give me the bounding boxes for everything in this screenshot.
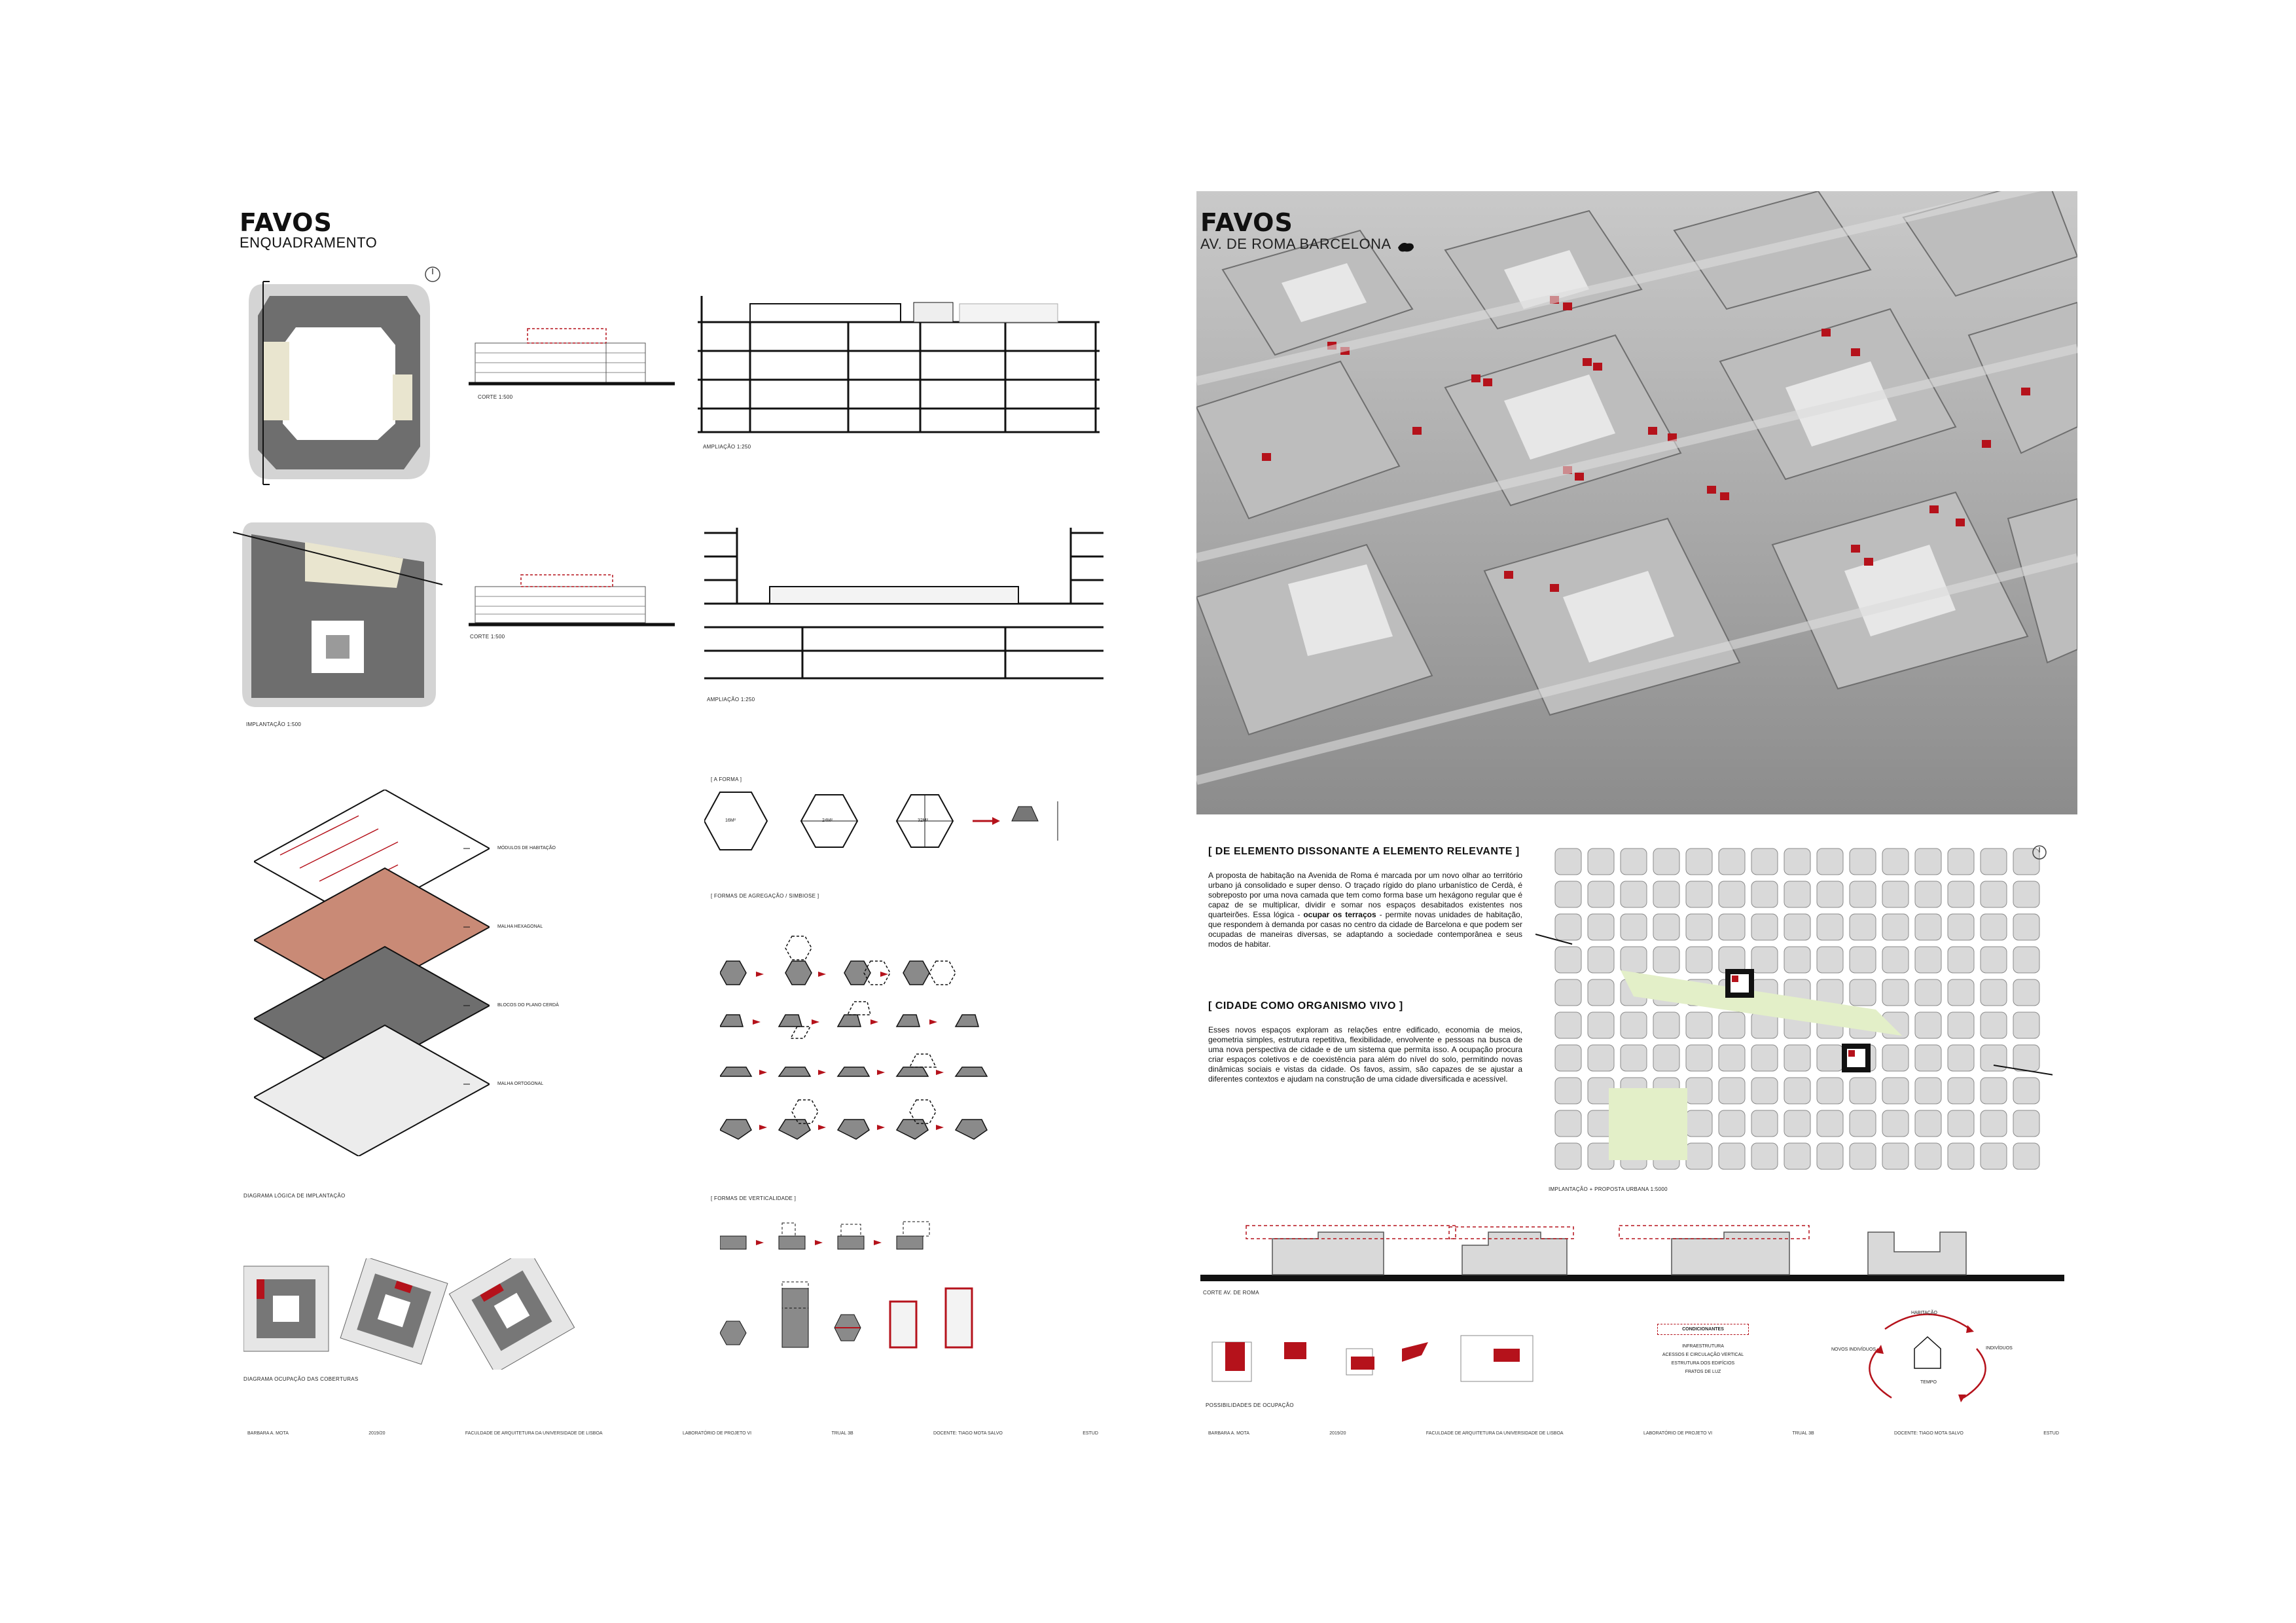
aggregation-diagrams: [720, 917, 1028, 1178]
diagrama-logica-caption: DIAGRAMA LÓGICA DE IMPLANTAÇÃO: [243, 1193, 346, 1199]
city-block: [1882, 1110, 1909, 1137]
cycle-diagram: [1846, 1303, 2009, 1414]
city-block: [1915, 1012, 1941, 1038]
layer-label-3: BLOCOS DO PLANO CERDÀ: [497, 1003, 559, 1008]
city-block: [1817, 1045, 1843, 1071]
city-block: [2013, 1012, 2039, 1038]
left-footer: [247, 1431, 1098, 1436]
city-block: [1817, 947, 1843, 973]
city-block: [1915, 1110, 1941, 1137]
footer-faculty-right: FACULDADE DE ARQUITETURA DA UNIVERSIDADE DE LISBOA: [1426, 1431, 1564, 1436]
ampliacao-1-caption: AMPLIAÇÃO 1:250: [703, 444, 751, 450]
enlarged-section-1: [698, 296, 1100, 435]
condicionante-1: INFRAESTRUTURA: [1682, 1344, 1724, 1349]
city-block: [1751, 1045, 1778, 1071]
section-2: [462, 567, 678, 632]
footer-author: BARBARA A. MOTA: [247, 1431, 289, 1436]
city-block: [1981, 1078, 2007, 1104]
city-block: [1686, 881, 1712, 907]
city-block: [1686, 1143, 1712, 1169]
cycle-right: INDIVÍDUOS: [1986, 1346, 2013, 1351]
hex-label-1: 16M²: [725, 818, 736, 823]
cycle-left: NOVOS INDIVÍDUOS: [1831, 1347, 1876, 1352]
city-block: [1588, 1045, 1614, 1071]
urban-plan-map: [1535, 839, 2053, 1180]
city-block: [1948, 881, 1974, 907]
condicionantes-box: [1657, 1324, 1749, 1374]
floor-plan-2: [233, 522, 445, 709]
enlarged-section-2: [704, 528, 1103, 686]
city-block: [1817, 1078, 1843, 1104]
city-block: [1621, 1012, 1647, 1038]
city-block: [1555, 947, 1581, 973]
section-verticalidade: [ FORMAS DE VERTICALIDADE ]: [711, 1195, 797, 1201]
right-title: FAVOS: [1200, 208, 1293, 237]
city-block: [1948, 1012, 1974, 1038]
city-block: [2013, 848, 2039, 875]
city-block: [1850, 881, 1876, 907]
occupation-possibilities: [1206, 1322, 1572, 1401]
city-block: [1981, 848, 2007, 875]
city-block: [1948, 979, 1974, 1006]
city-block: [1850, 914, 1876, 940]
city-block: [1948, 914, 1974, 940]
city-block: [1719, 1110, 1745, 1137]
city-block: [1817, 914, 1843, 940]
city-block: [1784, 1143, 1810, 1169]
city-block: [1981, 1143, 2007, 1169]
city-block: [1948, 1078, 1974, 1104]
city-block: [1850, 1143, 1876, 1169]
city-block: [1588, 947, 1614, 973]
city-block: [1948, 848, 1974, 875]
city-block: [1751, 848, 1778, 875]
section-1-heading: [ DE ELEMENTO DISSONANTE A ELEMENTO RELEVANTE ]: [1208, 846, 1520, 857]
footer-docente-right: DOCENTE: TIAGO MOTA SALVO: [1894, 1431, 1964, 1436]
city-block: [1784, 1110, 1810, 1137]
cycle-top: HABITAÇÃO: [1911, 1311, 1937, 1315]
layer-label-4: MALHA ORTOGONAL: [497, 1082, 544, 1086]
city-block: [1751, 947, 1778, 973]
street-caption: CORTE AV. DE ROMA: [1203, 1290, 1259, 1296]
city-block: [1784, 1078, 1810, 1104]
footer-extra: ESTUD: [1083, 1431, 1098, 1436]
city-block: [1915, 1078, 1941, 1104]
city-block: [1621, 1045, 1647, 1071]
city-block: [1981, 947, 2007, 973]
corte-2-caption: CORTE 1:500: [470, 634, 505, 640]
city-block: [1588, 1012, 1614, 1038]
right-subtitle: AV. DE ROMA BARCELONA: [1200, 236, 1391, 252]
exploded-layers-diagram: [254, 790, 490, 1156]
city-block: [1882, 848, 1909, 875]
city-block: [1555, 979, 1581, 1006]
city-block: [1686, 914, 1712, 940]
section-1-text: [1208, 871, 1522, 949]
city-block: [1850, 1110, 1876, 1137]
left-subtitle: ENQUADRAMENTO: [240, 234, 378, 251]
city-block: [1621, 848, 1647, 875]
city-block: [2013, 1045, 2039, 1071]
city-block: [1751, 1110, 1778, 1137]
floor-plan-1: [243, 276, 433, 486]
section-forma: [ A FORMA ]: [711, 776, 742, 782]
city-block: [1882, 979, 1909, 1006]
city-block: [1850, 947, 1876, 973]
city-block: [1588, 881, 1614, 907]
city-block: [1555, 914, 1581, 940]
city-block: [1882, 947, 1909, 973]
implantacao-caption: IMPLANTAÇÃO 1:500: [246, 721, 302, 727]
section-2-heading: [ CIDADE COMO ORGANISMO VIVO ]: [1208, 1000, 1403, 1012]
city-block: [1981, 1012, 2007, 1038]
city-block: [1915, 947, 1941, 973]
city-block: [1784, 1045, 1810, 1071]
footer-class-right: TRUAL 3B: [1792, 1431, 1814, 1436]
city-block: [1719, 1143, 1745, 1169]
city-block: [1948, 1045, 1974, 1071]
hexagon-forms: [704, 788, 1110, 858]
footer-docente: DOCENTE: TIAGO MOTA SALVO: [933, 1431, 1003, 1436]
city-block: [1653, 881, 1679, 907]
aerial-photo: [1196, 191, 2077, 814]
city-block: [1719, 1078, 1745, 1104]
city-block: [1784, 914, 1810, 940]
city-block: [1948, 1143, 1974, 1169]
cycle-bottom: TEMPO: [1920, 1380, 1937, 1385]
city-block: [1555, 1045, 1581, 1071]
city-block: [1719, 1045, 1745, 1071]
city-block: [1948, 947, 1974, 973]
section-1-text-a: A proposta de habitação na Avenida de Roma é marcada por um novo olhar ao território urbano já consolidado e super denso. O traçado rígido do plano urbanístico de Cerdà, é sobreposto por uma nova camada que tem como forma base um hexágono regular que é capaz de se multiplicar, dividir e somar nos espaços desabitados existentes nos quarteirões. Essa lógica -: [1208, 871, 1522, 919]
city-block: [1555, 848, 1581, 875]
city-block: [1686, 1045, 1712, 1071]
city-block: [1653, 1012, 1679, 1038]
city-block: [1981, 979, 2007, 1006]
city-block: [2013, 881, 2039, 907]
right-footer: [1208, 1431, 2059, 1436]
city-block: [1555, 1078, 1581, 1104]
section-1: [462, 323, 678, 389]
diagrama-ocupacao-caption: DIAGRAMA OCUPAÇÃO DAS COBERTURAS: [243, 1376, 359, 1382]
city-block: [1588, 979, 1614, 1006]
city-block: [1915, 914, 1941, 940]
city-block: [2013, 1078, 2039, 1104]
city-block: [1555, 881, 1581, 907]
city-block: [1686, 1012, 1712, 1038]
left-title: FAVOS: [240, 208, 332, 237]
condicionantes-title: CONDICIONANTES: [1657, 1324, 1749, 1335]
city-block: [1719, 881, 1745, 907]
section-agregacao: [ FORMAS DE AGREGAÇÃO / SIMBIOSE ]: [711, 893, 819, 899]
city-block: [1621, 914, 1647, 940]
city-block: [1555, 1110, 1581, 1137]
city-block: [1948, 1110, 1974, 1137]
footer-year: 2019/20: [368, 1431, 386, 1436]
city-block: [1981, 1110, 2007, 1137]
city-block: [1817, 1110, 1843, 1137]
city-block: [1719, 1012, 1745, 1038]
city-block: [1751, 881, 1778, 907]
city-block: [1555, 1143, 1581, 1169]
layer-label-2: MALHA HEXAGONAL: [497, 924, 543, 929]
city-block: [1653, 947, 1679, 973]
city-block: [1555, 1012, 1581, 1038]
section-2-text: Esses novos espaços exploram as relações entre edificado, economia de meios, geometria simples, estrutura repetitiva, flexibilidade, envolvente e pessoas na busca de uma nova perspectiva de cidade e de um sistema que permita isso. A ocupação procura criar espaços coletivos e de coexistência para além do nível do solo, permitindo novas dinâmicas sociais e vistas da cidade. Os favos, assim, são capazes de se ajustar a diferentes contextos e ajudam na construção de uma cidade diversificada e acessível.: [1208, 1025, 1522, 1084]
city-block: [1850, 848, 1876, 875]
footer-year-right: 2019/20: [1329, 1431, 1346, 1436]
condicionante-2: ACESSOS E CIRCULAÇÃO VERTICAL: [1662, 1353, 1744, 1357]
hex-label-2: 24M²: [822, 818, 833, 823]
city-block: [1653, 848, 1679, 875]
city-block: [2013, 1110, 2039, 1137]
city-block: [1882, 1143, 1909, 1169]
city-block: [2013, 947, 2039, 973]
city-block: [1588, 848, 1614, 875]
corte-1-caption: CORTE 1:500: [478, 394, 513, 400]
city-block: [1850, 1078, 1876, 1104]
city-block: [1817, 1143, 1843, 1169]
rooftop-occupation-diagrams: [243, 1258, 584, 1370]
city-block: [1784, 881, 1810, 907]
footer-class: TRUAL 3B: [831, 1431, 853, 1436]
footer-course-right: LABORATÓRIO DE PROJETO VI: [1643, 1431, 1713, 1436]
city-block: [1882, 1078, 1909, 1104]
city-block: [1719, 848, 1745, 875]
city-block: [1915, 1143, 1941, 1169]
footer-faculty: FACULDADE DE ARQUITETURA DA UNIVERSIDADE DE LISBOA: [465, 1431, 603, 1436]
city-block: [1915, 881, 1941, 907]
city-block: [1751, 1078, 1778, 1104]
city-block: [1751, 1143, 1778, 1169]
city-block: [2013, 979, 2039, 1006]
section-1-text-b: - permite novas unidades de habitação, que respondem à demanda por casas no centro da cidade de Barcelona e que podem ser ocupadas de maneiras diversas, se adaptando a sociedade contemporânea e seus modos de habitar.: [1208, 910, 1523, 949]
city-block: [1686, 947, 1712, 973]
map-caption: IMPLANTAÇÃO + PROPOSTA URBANA 1:5000: [1549, 1186, 1668, 1192]
city-block: [1621, 881, 1647, 907]
city-block: [1817, 848, 1843, 875]
layer-label-1: MÓDULOS DE HABITAÇÃO: [497, 846, 556, 850]
city-block: [1686, 1110, 1712, 1137]
city-block: [1751, 914, 1778, 940]
condicionante-3: ESTRUTURA DOS EDIFÍCIOS: [1671, 1361, 1735, 1366]
city-block: [1653, 1045, 1679, 1071]
city-block: [1588, 914, 1614, 940]
city-block: [1981, 881, 2007, 907]
city-block: [1850, 979, 1876, 1006]
footer-author-right: BARBARA A. MOTA: [1208, 1431, 1249, 1436]
city-block: [1784, 947, 1810, 973]
footer-extra-right: ESTUD: [2043, 1431, 2059, 1436]
city-block: [1719, 914, 1745, 940]
city-block: [2013, 914, 2039, 940]
city-block: [1817, 881, 1843, 907]
city-block: [1882, 1045, 1909, 1071]
city-block: [1915, 979, 1941, 1006]
city-block: [1915, 848, 1941, 875]
ampliacao-2-caption: AMPLIAÇÃO 1:250: [707, 697, 755, 702]
city-block: [1882, 881, 1909, 907]
possibilities-caption: POSSIBILIDADES DE OCUPAÇÃO: [1206, 1402, 1294, 1408]
city-block: [1981, 914, 2007, 940]
city-block: [1686, 1078, 1712, 1104]
city-block: [1653, 914, 1679, 940]
city-block: [1915, 1045, 1941, 1071]
city-block: [1784, 848, 1810, 875]
city-block: [1621, 947, 1647, 973]
condicionante-4: FRATOS DE LUZ: [1685, 1370, 1721, 1374]
hex-label-3: 32M²: [918, 818, 928, 823]
street-elevation: [1200, 1219, 2064, 1285]
city-block: [1882, 914, 1909, 940]
location-map-icon: [1397, 240, 1415, 254]
city-block: [2013, 1143, 2039, 1169]
city-block: [1686, 848, 1712, 875]
section-1-bold: ocupar os terraços: [1303, 910, 1376, 919]
footer-course: LABORATÓRIO DE PROJETO VI: [682, 1431, 752, 1436]
verticality-diagrams: [720, 1216, 995, 1360]
